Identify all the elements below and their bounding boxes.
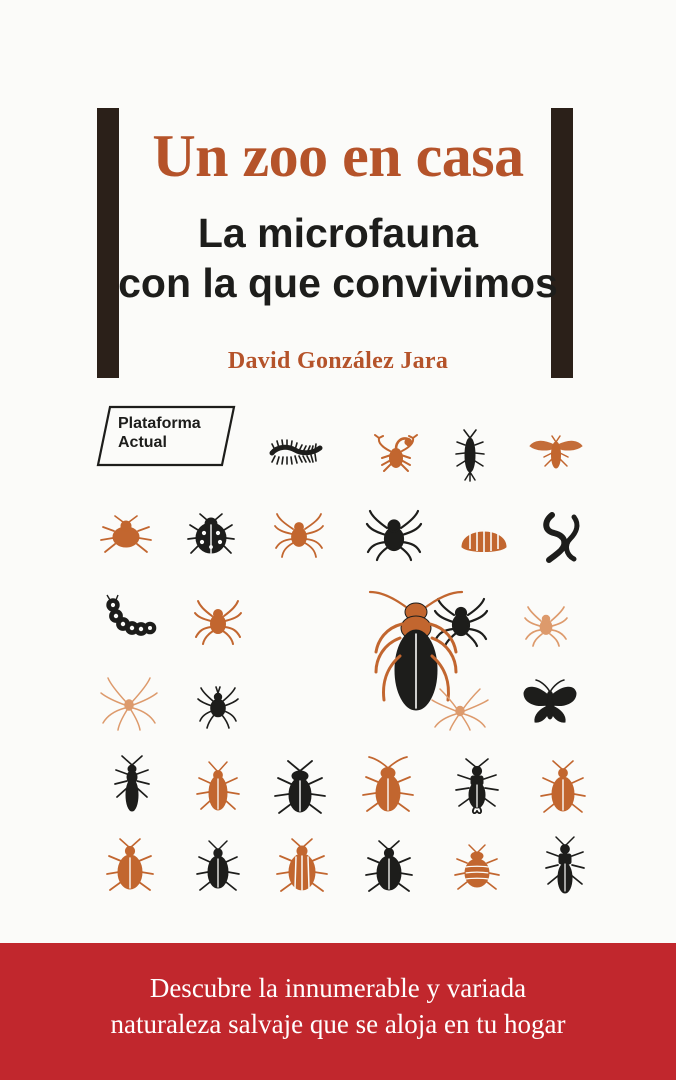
tagline: [40, 971, 636, 1042]
ladybug-icon: [188, 513, 234, 559]
publisher-line2: Actual: [118, 433, 167, 451]
title-block: [0, 108, 676, 383]
publisher-line1: Plataforma: [118, 415, 201, 432]
cockroach-icon: [196, 761, 240, 813]
scorpion-icon: [370, 431, 422, 477]
harvestman-icon: [430, 687, 490, 731]
small-spider-icon: [522, 605, 570, 647]
potato-beetle-icon: [276, 837, 328, 893]
bedbug-icon: [454, 843, 500, 891]
book-author: David González Jara: [227, 348, 449, 374]
beetle-icon: [540, 759, 586, 815]
tagline-line2: naturaleza salvaje que se aloja en tu hogar: [110, 1008, 566, 1039]
beetle-icon: [196, 839, 240, 893]
worm-icon: [540, 511, 586, 563]
tick-icon: [196, 681, 240, 729]
book-subtitle-line1: La microfauna: [197, 210, 479, 256]
earwig-icon: [454, 757, 500, 815]
winged-termite-icon: [528, 435, 584, 475]
book-subtitle: [110, 208, 566, 308]
moth-icon: [522, 677, 578, 729]
daddy-longlegs-icon: [100, 677, 158, 731]
book-subtitle-line2: con la que convivimos: [118, 260, 558, 307]
caterpillar-icon: [102, 595, 158, 641]
tagline-line1: Descubre la innumerable y variada: [149, 973, 527, 1003]
tagline-band: [0, 943, 676, 1080]
grub-icon: [456, 521, 512, 555]
black-beetle-icon: [364, 839, 414, 893]
centipede-icon: [268, 437, 324, 465]
bug-grid: [78, 425, 598, 925]
weevil-icon: [274, 759, 326, 815]
house-spider-icon: [366, 509, 422, 561]
long-beetle-icon: [112, 755, 152, 813]
flat-bug-icon: [362, 755, 414, 813]
spider-icon: [194, 599, 242, 645]
rove-beetle-icon: [544, 835, 586, 895]
spider-icon: [274, 511, 324, 559]
book-title: Un zoo en casa: [152, 123, 524, 189]
cockroach-icon: [100, 515, 152, 557]
beetle-icon: [106, 837, 154, 893]
silverfish-icon: [453, 429, 487, 481]
